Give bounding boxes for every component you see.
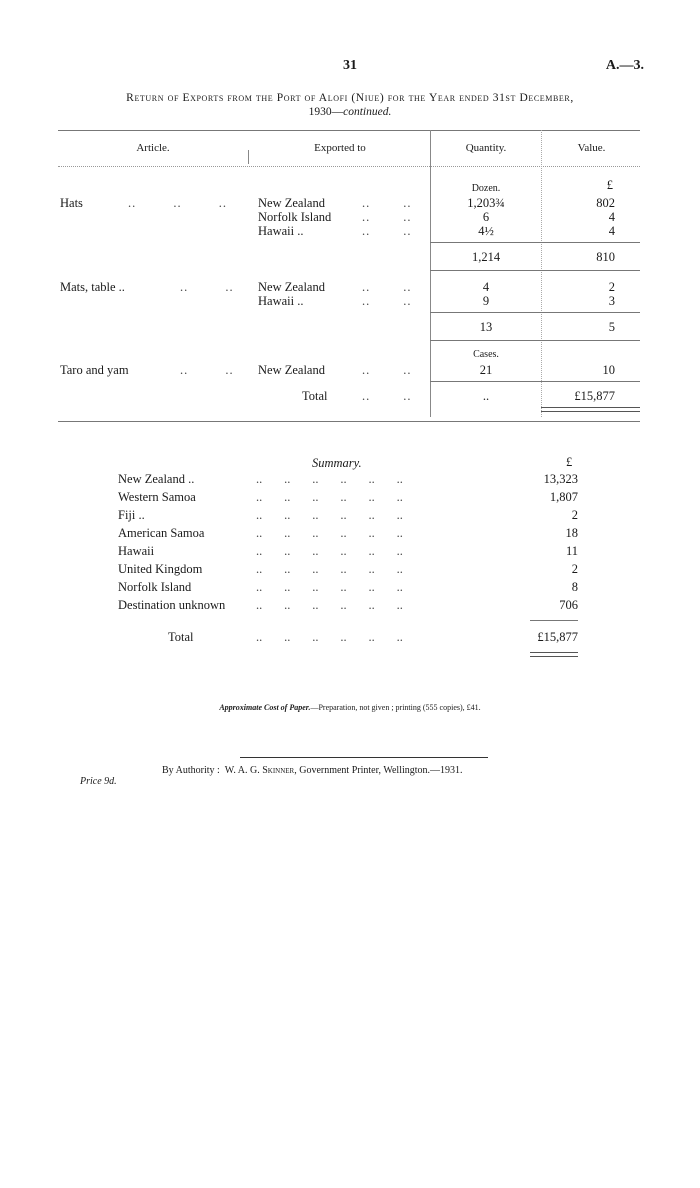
column-divider xyxy=(430,130,431,417)
summary-row xyxy=(118,508,578,526)
summary-row xyxy=(118,526,578,544)
val-hats-hawaii: 4 xyxy=(608,224,615,238)
val-hats-nz: 802 xyxy=(596,196,615,210)
authority-prefix: By Authority : xyxy=(162,765,220,776)
qty-mats-hawaii: 9 xyxy=(482,294,490,308)
leader-dots: .. .. xyxy=(180,363,234,377)
summary-label: Hawaii xyxy=(118,544,155,558)
paper-cost-text: —Preparation, not given ; printing (555 copies), £41. xyxy=(310,703,481,712)
subtotal-rule xyxy=(430,242,640,243)
table-bottom-rule xyxy=(58,421,640,422)
table-top-rule xyxy=(58,130,640,131)
leader-dots: .. .. .. xyxy=(128,196,227,210)
article-hats: Hats xyxy=(60,196,83,210)
summary-row xyxy=(118,544,578,562)
leader-dots: .. .. xyxy=(362,210,412,224)
summary-row xyxy=(118,472,578,490)
article-mats-table: Mats, table .. xyxy=(60,280,125,294)
val-hats-norfolk: 4 xyxy=(608,210,615,224)
val-taro-nz: 10 xyxy=(602,363,615,377)
summary-value: 11 xyxy=(565,544,578,558)
summary-total-value: £15,877 xyxy=(537,630,578,644)
header-article: Article. xyxy=(136,142,170,154)
summary-label: Destination unknown xyxy=(118,598,226,612)
qty-mats-nz: 4 xyxy=(482,280,490,294)
page-title: Return of Exports from the Port of Alofi (Niue) for the Year ended 31st December, xyxy=(126,92,574,104)
table-header-rule xyxy=(58,166,640,167)
summary-label: United Kingdom xyxy=(118,562,203,576)
grand-total-label: Total xyxy=(302,389,328,403)
footer-rule xyxy=(240,757,488,758)
article-taro-and-yam: Taro and yam xyxy=(60,363,129,377)
paper-cost-label: Approximate Cost of Paper. xyxy=(219,703,311,712)
leader-dots: .. .. xyxy=(362,280,412,294)
column-divider xyxy=(541,130,542,417)
total-rule xyxy=(430,381,640,382)
subtotal-rule xyxy=(430,270,640,271)
leader-dots: .. .. xyxy=(362,224,412,238)
summary-value: 8 xyxy=(571,580,578,594)
val-mats-hawaii: 3 xyxy=(608,294,615,308)
summary-total-label: Total xyxy=(168,630,194,644)
subtotal-rule xyxy=(430,340,640,341)
qty-taro-nz: 21 xyxy=(479,363,493,377)
page-number: 31 xyxy=(343,58,357,73)
title-year: 1930— xyxy=(308,106,344,118)
subtotal-qty-mats: 13 xyxy=(479,320,493,334)
printer-name: W. A. G. Skinner xyxy=(224,765,295,776)
leader-dots: .. .. .. .. .. .. xyxy=(256,630,403,644)
dest-hawaii: Hawaii .. xyxy=(258,224,304,238)
dest-hawaii: Hawaii .. xyxy=(258,294,304,308)
summary-label: Western Samoa xyxy=(118,490,196,504)
grand-total-value: £15,877 xyxy=(574,389,615,403)
subtotal-val-mats: 5 xyxy=(608,320,615,334)
dest-new-zealand: New Zealand xyxy=(258,363,325,377)
header-quantity: Quantity. xyxy=(465,142,507,154)
val-mats-nz: 2 xyxy=(608,280,615,294)
leader-dots: .. .. .. .. .. .. xyxy=(256,598,403,612)
header-exported-to: Exported to xyxy=(314,142,366,154)
unit-pound: £ xyxy=(606,178,613,192)
summary-row xyxy=(118,490,578,508)
summary-value: 2 xyxy=(571,508,578,522)
leader-dots: .. .. xyxy=(362,294,412,308)
subtotal-rule xyxy=(430,312,640,313)
summary-label: American Samoa xyxy=(118,526,205,540)
paper-cost-note xyxy=(0,703,700,712)
summary-double-rule xyxy=(530,652,578,657)
summary-currency: £ xyxy=(566,455,573,469)
header-value: Value. xyxy=(577,142,606,154)
summary-row xyxy=(118,562,578,580)
grand-total-qty: .. xyxy=(482,389,490,403)
qty-hats-norfolk: 6 xyxy=(482,210,490,224)
leader-dots: .. .. .. .. .. .. xyxy=(256,526,403,540)
grand-total-double-rule xyxy=(541,407,640,412)
summary-value: 13,323 xyxy=(543,472,578,486)
leader-dots: .. .. .. .. .. .. xyxy=(256,544,403,558)
dest-new-zealand: New Zealand xyxy=(258,196,325,210)
dest-new-zealand: New Zealand xyxy=(258,280,325,294)
summary-total-rule xyxy=(530,620,578,621)
printer-suffix: , Government Printer, Wellington.—1931. xyxy=(294,765,463,776)
summary-label: New Zealand .. xyxy=(118,472,195,486)
leader-dots: .. .. xyxy=(362,389,412,403)
leader-dots: .. .. .. .. .. .. xyxy=(256,508,403,522)
summary-total-row xyxy=(118,630,578,648)
summary-title: Summary. xyxy=(312,456,362,470)
summary-value: 1,807 xyxy=(549,490,578,504)
title-continued: continued. xyxy=(343,106,392,118)
summary-row xyxy=(118,580,578,598)
price: Price 9d. xyxy=(80,776,117,787)
unit-cases: Cases. xyxy=(473,349,499,360)
leader-dots: .. .. .. .. .. .. xyxy=(256,490,403,504)
leader-dots: .. .. xyxy=(362,196,412,210)
summary-label: Norfolk Island xyxy=(118,580,192,594)
subtotal-val-hats: 810 xyxy=(596,250,615,264)
printer-authority xyxy=(162,765,463,776)
leader-dots: .. .. .. .. .. .. xyxy=(256,580,403,594)
leader-dots: .. .. .. .. .. .. xyxy=(256,562,403,576)
summary-value: 2 xyxy=(571,562,578,576)
summary-value: 18 xyxy=(565,526,578,540)
leader-dots: .. .. xyxy=(362,363,412,377)
unit-dozen: Dozen. xyxy=(471,183,501,194)
dest-norfolk-island: Norfolk Island xyxy=(258,210,332,224)
qty-hats-nz: 1,203¾ xyxy=(467,196,505,210)
leader-dots: .. .. .. .. .. .. xyxy=(256,472,403,486)
document-reference: A.—3. xyxy=(605,58,644,73)
page-subtitle xyxy=(0,106,700,118)
subtotal-qty-hats: 1,214 xyxy=(471,250,501,264)
leader-dots: .. .. xyxy=(180,280,234,294)
summary-label: Fiji .. xyxy=(118,508,145,522)
qty-hats-hawaii: 4½ xyxy=(478,224,494,238)
column-divider xyxy=(248,150,249,164)
summary-row xyxy=(118,598,578,616)
summary-value: 706 xyxy=(559,598,578,612)
